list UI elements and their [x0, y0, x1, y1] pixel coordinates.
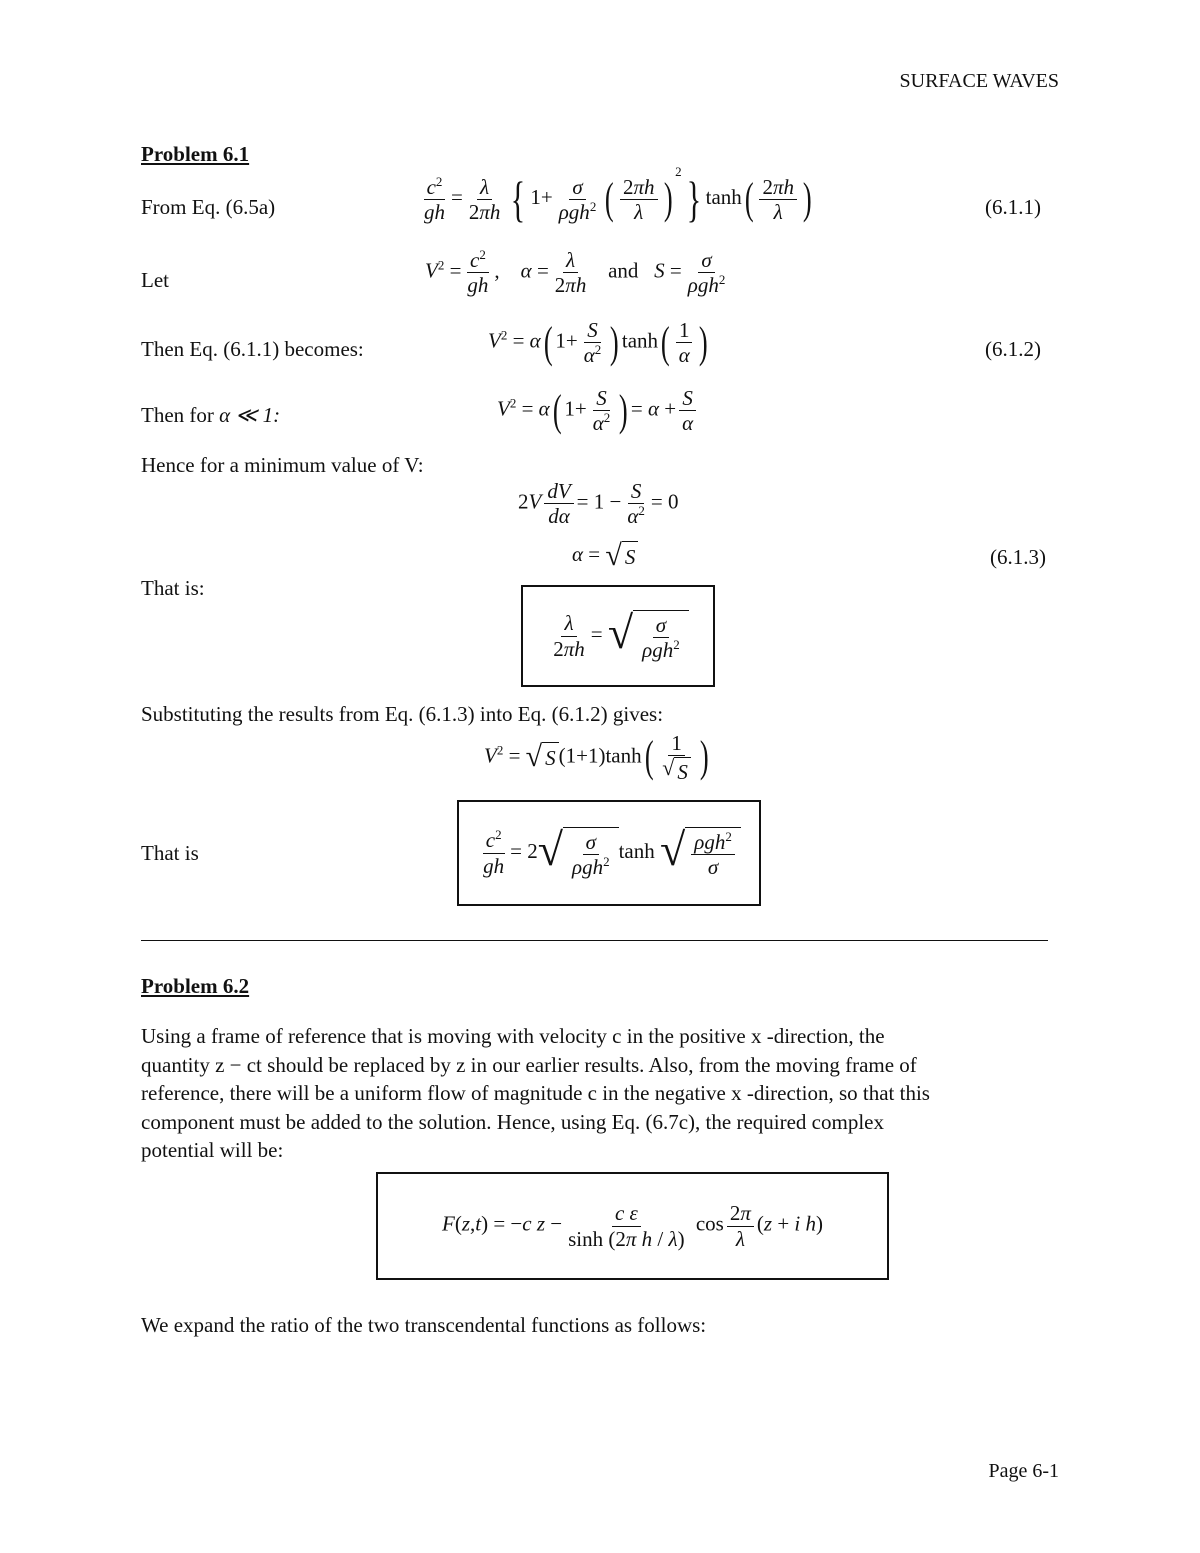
problem-6-2-heading: Problem 6.2 [141, 974, 250, 998]
small-alpha-approximation: $V^2 = \alpha$( 1+ $\frac{S}{\alpha^2}$ ) = α + $\frac{S}{\alpha}$ [497, 386, 699, 435]
definitions-equation: $V^2$ = $\frac{c^2}{gh}$ , α = $\frac{\lambda}{2\pi h}$ and S = $\frac{\sigma}{\rho gh^2}$ [425, 247, 726, 298]
section-divider [141, 940, 1048, 941]
problem-6-2-paragraph [141, 1022, 1051, 1165]
complex-potential-box: F(z,t) = −c z − $\frac{\text{c ε}}{\text{sinh (2π h / λ)}}$ cos $\frac{2\pi}{\lambda}$ (z + i h) [376, 1172, 889, 1280]
substituting-text: Substituting the results from Eq. (6.1.3) into Eq. (6.1.2) gives: [141, 702, 664, 726]
eq-6-1-1-number: (6.1.1) [985, 195, 1041, 219]
problem-6-1-heading: Problem 6.1 [141, 142, 250, 166]
paragraph-line: potential will be: [141, 1138, 284, 1162]
equation-6-1-2: $V^2 = \alpha$( 1+ $\frac{S}{\alpha^2}$ ) tanh( $\frac{1}{\alpha}$ ) [488, 317, 708, 368]
condition-value: α ≪ 1: [219, 403, 281, 427]
result-box-speed: $\frac{c^2}{gh}$ = 2 √ $\frac{\sigma}{\rho gh^2}$ tanh √ $\frac{\rho gh^2}{\sigma}$ [457, 800, 761, 906]
equation-6-1-1: $\frac{c^2}{gh}$ = $\frac{\lambda}{2\pi h}$ { 1+ $\frac{\sigma}{\rho gh^2}$ ( $\frac{2\pi h}{\lambda}$ )$^2$} tanh( $\frac{2\pi h}{\lambda}$ ) [424, 164, 812, 228]
result-box-wavelength: $\frac{\lambda}{2\pi h}$ = √ $\frac{\sigma}{\rho gh^2}$ [521, 585, 715, 687]
condition-label [141, 403, 280, 428]
minimum-value-text: Hence for a minimum value of V: [141, 453, 424, 477]
eq-6-1-2-number: (6.1.2) [985, 337, 1041, 361]
eq-6-1-1-label: From Eq. (6.5a) [141, 195, 276, 219]
running-header: SURFACE WAVES [899, 70, 1059, 92]
eq-6-1-2-label: Then Eq. (6.1.1) becomes: [141, 337, 364, 361]
that-is-colon-label: That is: [141, 576, 205, 600]
paragraph-line: Using a frame of reference that is moving with velocity c in the positive x -direction, the [141, 1024, 885, 1048]
condition-prefix: Then for [141, 403, 214, 427]
that-is-label: That is [141, 841, 199, 865]
page-number: Page 6-1 [988, 1460, 1059, 1482]
derivative-equation: 2V $\frac{dV}{d\alpha}$ = 1 − $\frac{S}{\alpha^2}$ = 0 [518, 479, 679, 529]
alpha-equals-sqrt-s: α = √ S [572, 541, 638, 571]
paragraph-line: reference, there will be a uniform flow of magnitude c in the negative x -direction, so that this [141, 1081, 930, 1105]
let-label: Let [141, 268, 169, 292]
paragraph-line: quantity z − ct should be replaced by z in our earlier results. Also, from the moving frame of [141, 1052, 917, 1077]
eq-6-1-3-number: (6.1.3) [990, 545, 1046, 569]
paragraph-line: component must be added to the solution. Hence, using Eq. (6.7c), the required complex [141, 1109, 884, 1134]
substituted-equation: $V^2$ = √ S (1+1)tanh( 1 √ S ) [484, 731, 709, 784]
and-word: and [608, 258, 639, 283]
closing-text: We expand the ratio of the two transcendental functions as follows: [141, 1313, 707, 1337]
